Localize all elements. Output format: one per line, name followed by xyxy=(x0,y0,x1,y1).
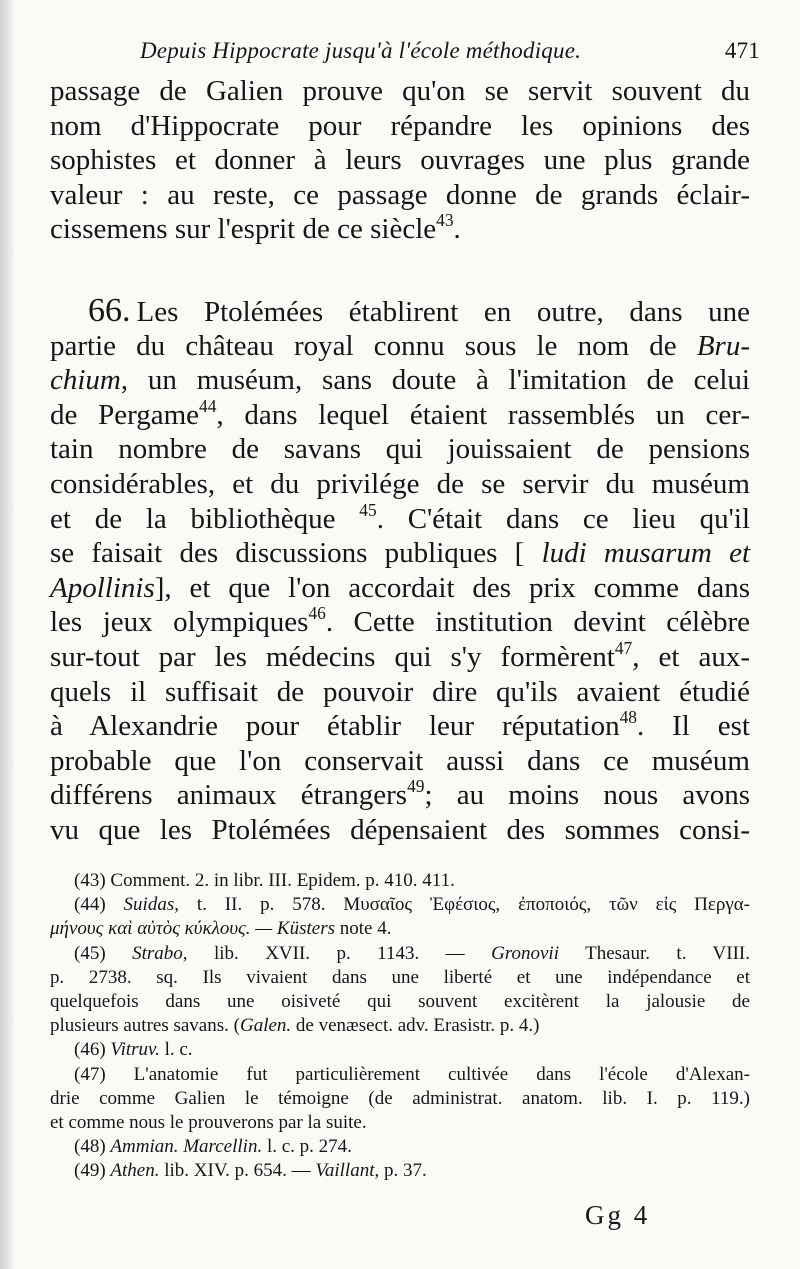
footnote-47-cont: et comme nous le prouverons par la suite. xyxy=(50,1111,367,1133)
text-span: (44) xyxy=(74,894,124,916)
text-span: , p. 37. xyxy=(374,1160,427,1182)
footnote-45-cont: quelquefois dans une oisiveté qui souvent excitèrent la jalousie de xyxy=(50,990,750,1012)
footnote-44 xyxy=(50,893,750,917)
text-span: se faisait des discussions publiques [ xyxy=(50,537,542,570)
text-span: ], et que l'on accordait des prix comme dans xyxy=(154,571,750,604)
text-span: différens animaux étrangers xyxy=(50,779,408,812)
text-span: à Alexandrie pour établir leur réputation xyxy=(50,710,620,743)
italic-text: Küsters xyxy=(276,918,335,940)
text-span: l. c. p. 274. xyxy=(262,1136,352,1158)
text-span: . Il est xyxy=(636,710,750,743)
note-ref: 44 xyxy=(199,395,217,416)
italic-text: μήνους καὶ αὐτὸς κύκλους. — xyxy=(50,918,277,940)
text-line xyxy=(50,637,750,675)
signature-mark: Gg 4 xyxy=(585,1200,651,1230)
footnotes xyxy=(50,869,750,1183)
text-line: nom d'Hippocrate pour répandre les opinions des xyxy=(50,109,750,142)
text-span: de Pergame xyxy=(50,398,200,431)
text-span: (49) xyxy=(74,1160,111,1182)
text-span: (46) xyxy=(74,1039,111,1061)
text-line xyxy=(50,499,750,537)
page-number: 471 xyxy=(724,38,760,63)
paragraph-gap xyxy=(50,247,750,294)
text-span: ; au moins nous avons xyxy=(424,779,750,812)
footnote-49 xyxy=(50,1159,750,1183)
text-span: note 4. xyxy=(335,918,392,940)
footnote-45-cont xyxy=(50,1014,750,1038)
text-span: (45) xyxy=(74,942,133,964)
footnote-45 xyxy=(50,942,750,966)
note-ref: 43 xyxy=(436,210,454,231)
text-line: passage de Galien prouve qu'on se servit souvent du xyxy=(50,75,750,107)
text-span: Thesaur. t. VIII. xyxy=(559,942,750,964)
text-line xyxy=(50,212,750,247)
page-gutter-shadow xyxy=(0,0,14,1269)
text-span: , et aux- xyxy=(632,640,750,673)
italic-text: Athen. xyxy=(110,1160,160,1182)
italic-text: Ammian. Marcellin. xyxy=(110,1136,263,1158)
text-span: . xyxy=(453,213,461,246)
italic-text: Galen. xyxy=(239,1015,292,1037)
text-span: . C'était dans ce lieu qu'il xyxy=(376,502,750,535)
main-text xyxy=(50,74,750,847)
footnote-47-cont: drie comme Galien le témoigne (de administrat. anatom. lib. I. p. 119.) xyxy=(50,1087,750,1109)
footnote-44-cont xyxy=(50,917,750,941)
note-ref: 46 xyxy=(308,603,326,624)
text-line: probable que l'on conservait aussi dans ce muséum xyxy=(50,744,750,777)
text-span: , un muséum, sans doute à l'imitation de celui xyxy=(120,364,750,397)
text-line xyxy=(50,706,750,744)
text-span: . Cette institution devint célèbre xyxy=(325,606,750,639)
italic-text: Apollinis xyxy=(50,571,155,604)
text-span: de venæsect. adv. Erasistr. p. 4.) xyxy=(291,1015,540,1037)
footnote-48 xyxy=(50,1135,750,1159)
text-line: tain nombre de savans qui jouissaient de pensions xyxy=(50,433,750,466)
paragraph-66-first-line xyxy=(50,291,750,329)
text-span: les jeux olympiques xyxy=(50,606,309,639)
note-ref: 48 xyxy=(619,706,637,727)
text-span: cissemens sur l'esprit de ce siècle xyxy=(50,213,437,246)
text-line: valeur : au reste, ce passage donne de grands éclair- xyxy=(50,178,750,211)
text-line xyxy=(50,536,750,571)
text-line: quels il suffisait de pouvoir dire qu'ils avaient étudié xyxy=(50,675,750,708)
text-span: lib. XIV. p. 654. — xyxy=(159,1160,316,1182)
footnote-45-cont: p. 2738. sq. Ils vivaient dans une liberté et une indépendance et xyxy=(50,966,750,988)
footnote-47: (47) L'anatomie fut particulièrement cultivée dans l'école d'Alexan- xyxy=(74,1063,750,1085)
note-ref: 49 xyxy=(407,776,425,797)
italic-text: Suidas xyxy=(123,894,175,916)
running-head xyxy=(140,38,760,64)
text-line xyxy=(50,395,750,433)
text-line xyxy=(50,329,750,364)
text-span: l. c. xyxy=(159,1039,193,1061)
italic-text: chium xyxy=(50,364,121,397)
italic-text: Strabo xyxy=(132,942,183,964)
italic-text: ludi musarum et xyxy=(541,537,751,570)
text-line: vu que les Ptolémées dépensaient des sommes consi- xyxy=(50,813,750,846)
text-span: sur-tout par les médecins qui s'y formèrent xyxy=(50,640,615,673)
footnote-43: (43) Comment. 2. in libr. III. Epidem. p. 410. 411. xyxy=(74,870,455,891)
italic-text: Bru- xyxy=(696,329,750,362)
note-ref: 45 xyxy=(359,499,377,520)
italic-text: Vaillant xyxy=(315,1160,375,1182)
text-line: sophistes et donner à leurs ouvrages une plus grande xyxy=(50,144,750,177)
text-line xyxy=(50,605,750,640)
text-span: , lib. XVII. p. 1143. — xyxy=(182,942,492,964)
text-line xyxy=(50,778,750,813)
text-line: considérables, et du privilége de se servir du muséum xyxy=(50,467,750,500)
italic-text: Gronovii xyxy=(491,942,559,964)
text-span: partie du château royal connu sous le nom de xyxy=(50,329,697,362)
text-line xyxy=(50,571,750,606)
text-line xyxy=(50,363,750,398)
text-span: , dans lequel étaient rassemblés un cer- xyxy=(216,398,750,431)
footnote-46 xyxy=(50,1038,750,1062)
text-span: plusieurs autres savans. ( xyxy=(50,1015,240,1037)
note-ref: 47 xyxy=(614,637,633,658)
text-span: et de la bibliothèque xyxy=(50,502,360,535)
paragraph-number: 66. xyxy=(88,291,131,329)
text-span: , t. II. p. 578. Μυσαῖος Ἐφέσιος, ἐποποιός, τῶν εἰς Περγα- xyxy=(174,894,750,916)
italic-text: Vitruv. xyxy=(110,1039,160,1061)
text-span: (48) xyxy=(74,1136,111,1158)
running-title: Depuis Hippocrate jusqu'à l'école méthodique. xyxy=(140,38,582,63)
text-span: Les Ptolémées établirent en outre, dans une xyxy=(136,295,750,328)
